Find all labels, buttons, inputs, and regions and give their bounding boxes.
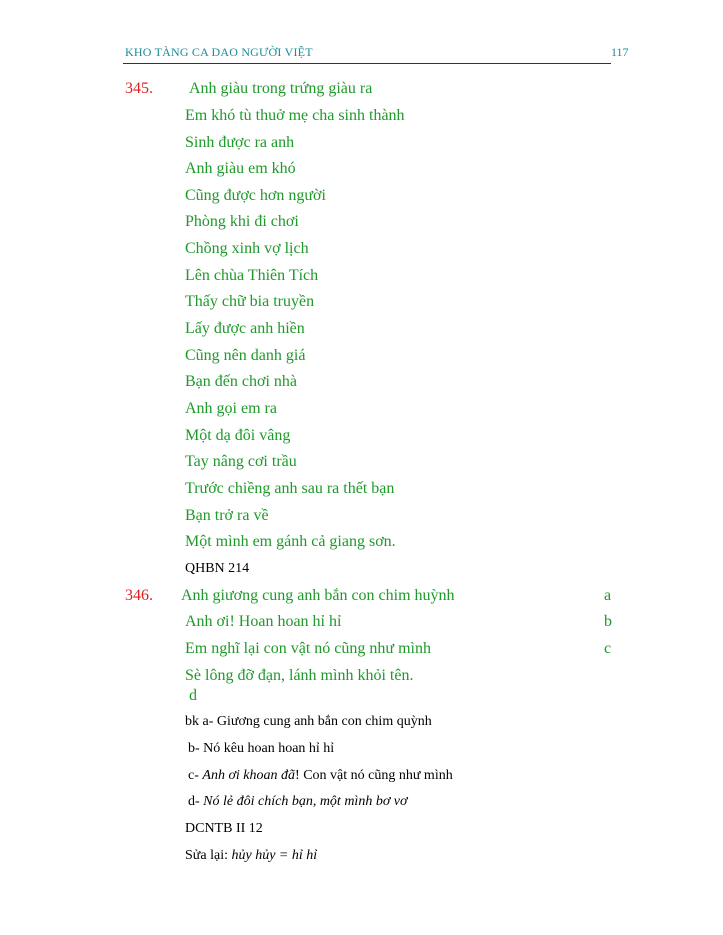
note-prefix: d- — [188, 794, 204, 809]
verse-line: Trước chiềng anh sau ra thết bạn — [185, 480, 395, 497]
verse-line: Lấy được anh hiền — [185, 320, 305, 337]
entry-number-345: 345. — [125, 80, 153, 97]
verse-line: Cũng nên danh giá — [185, 347, 306, 364]
verse-line: Chồng xinh vợ lịch — [185, 240, 309, 257]
line-marker: a — [604, 587, 612, 604]
verse-line: Anh giàu em khó — [185, 160, 296, 177]
variant-note-b: b- Nó kêu hoan hoan hỉ hỉ — [188, 741, 335, 756]
variant-note-c — [188, 768, 453, 784]
verse-line: Anh giương cung anh bắn con chim huỳnh — [181, 587, 455, 604]
variant-note-d — [188, 794, 407, 810]
verse-line: Bạn đến chơi nhà — [185, 373, 297, 390]
entry-number-346: 346. — [125, 587, 153, 604]
source-reference: QHBN 214 — [185, 561, 250, 576]
verse-line: Lên chùa Thiên Tích — [185, 267, 319, 284]
note-italic: Anh ơi khoan đã — [202, 768, 296, 783]
verse-line: Một dạ đôi vâng — [185, 427, 291, 444]
line-marker: b — [604, 613, 612, 630]
correction-note — [185, 848, 317, 864]
verse-line: Sè lông đỡ đạn, lánh mình khỏi tên. — [185, 667, 414, 684]
note-italic: hủy hủy = hỉ hỉ — [231, 848, 318, 863]
note-prefix: c- — [188, 768, 203, 783]
note-text: ! Con vật nó cũng như mình — [295, 768, 453, 783]
line-marker: d — [189, 687, 197, 704]
verse-line: Tay nâng cơi trầu — [185, 453, 297, 470]
verse-line: Anh ơi! Hoan hoan hỉ hỉ — [185, 613, 342, 630]
verse-line: Phòng khi đi chơi — [185, 213, 299, 230]
verse-line: Anh gọi em ra — [185, 400, 277, 417]
verse-line: Em khó tù thuở mẹ cha sinh thành — [185, 107, 405, 124]
variant-note-a: bk a- Giương cung anh bắn con chim quỳnh — [185, 714, 432, 729]
note-prefix: Sửa lại: — [185, 848, 232, 863]
verse-line: Thấy chữ bia truyền — [185, 293, 315, 310]
verse-line: Sinh được ra anh — [185, 134, 295, 151]
source-reference: DCNTB II 12 — [185, 821, 263, 836]
verse-line: Anh giàu trong trứng giàu ra — [189, 80, 373, 97]
verse-line: Một mình em gánh cả giang sơn. — [185, 533, 396, 550]
book-title: KHO TÀNG CA DAO NGƯỜI VIỆT — [125, 45, 313, 59]
verse-line: Bạn trở ra về — [185, 507, 269, 524]
page-number: 117 — [611, 45, 629, 59]
verse-line: Em nghĩ lại con vật nó cũng như mình — [185, 640, 431, 657]
note-italic: Nó lẻ đôi chích bạn, một mình bơ vơ — [203, 794, 408, 809]
line-marker: c — [604, 640, 612, 657]
header-rule — [123, 63, 611, 64]
verse-line: Cũng được hơn người — [185, 187, 326, 204]
